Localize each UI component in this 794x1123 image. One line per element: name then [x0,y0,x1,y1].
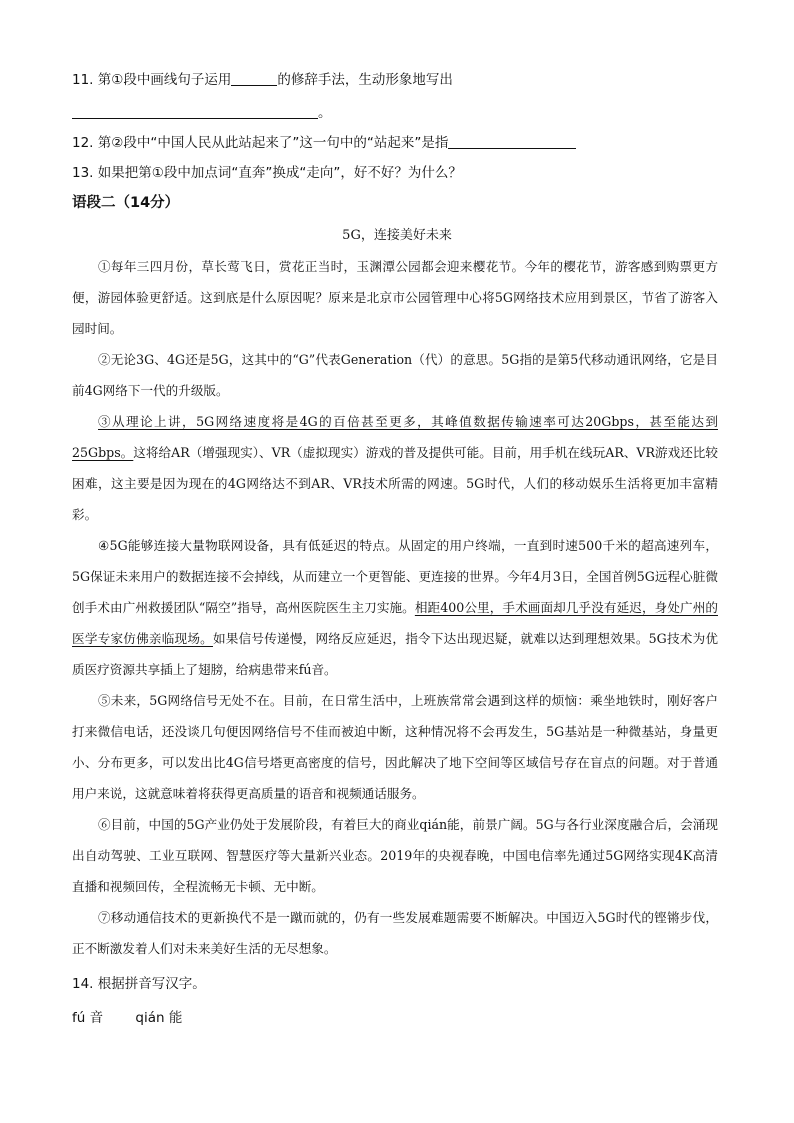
underlined-sentence: ③从理论上讲，5G网络速度将是4G的百倍甚至更多，其峰值数据传输速率可达20Gbps，甚至能达到25Gbps。 [72,414,718,460]
paragraph-6: ⑥目前，中国的5G产业仍处于发展阶段，有着巨大的商业qián能，前景广阔。5G与各行业深度融合后，会涌现出自动驾驶、工业互联网、智慧医疗等大量新兴业态。2019年的央视春晚，中国电信率先通过5G网络实现4K高清直播和视频回传，全程流畅无卡顿、无中断。 [72,817,718,894]
section-heading: 语段二（14分） [72,195,180,211]
question-11: 11. 第①段中画线句子运用 的修辞手法，生动形象地写出 [72,72,453,88]
pinyin-item[interactable]: fú 音 [72,1010,104,1026]
underlined-sentence: 相距400公里，手术画面却几乎没有延迟，身处广州的医学专家仿佛亲临现场。 [72,600,718,646]
pinyin-answers [72,1006,182,1026]
question-13: 13. 如果把第①段中加点词“直奔”换成“走向”，好不好？为什么？ [72,165,462,181]
answer-blank[interactable] [72,104,318,119]
question-14: 14. 根据拼音写汉字。 [72,976,206,992]
answer-blank[interactable] [231,71,277,86]
paragraph-5: ⑤未来，5G网络信号无处不在。目前，在日常生活中，上班族常常会遇到这样的烦恼：乘坐地铁时，刚好客户打来微信电话，还没谈几句便因网络信号不佳而被迫中断，这种情况将不会再发生，5G基站是一种微基站，身量更小、分布更多，可以发出比4G信号塔更高密度的信号，因此解决了地下空间等区域信号存在盲点的问题。对于普通用户来说，这就意味着将获得更高质量的语音和视频通话服务。 [72,693,718,801]
pinyin-item[interactable]: qián 能 [135,1010,183,1026]
answer-blank[interactable] [448,134,576,149]
article-title: 5G，连接美好未来 [342,228,452,243]
paragraph-4: ④5G能够连接大量物联网设备，具有低延迟的特点。从固定的用户终端，一直到时速500千米的超高速列车，5G保证未来用户的数据连接不会掉线，从而建立一个更智能、更连接的世界。今年4月3日，全国首例5G远程心脏微创手术由广州救援团队“隔空”指导，高州医院医生主刀实施。相距400公里，手术画面却几乎没有延迟，身处广州的医学专家仿佛亲临现场。如果信号传递慢，网络反应延迟，指令下达出现迟疑，就难以达到理想效果。5G技术为优质医疗资源共享插上了翅膀，给病患带来fú音。 [72,538,719,677]
paragraph-2: ②无论3G、4G还是5G，这其中的“G”代表Generation（代）的意思。5G指的是第5代移动通讯网络，它是目前4G网络下一代的升级版。 [72,352,718,398]
paragraph-3: ③从理论上讲，5G网络速度将是4G的百倍甚至更多，其峰值数据传输速率可达20Gbps，甚至能达到25Gbps。这将给AR（增强现实）、VR（虚拟现实）游戏的普及提供可能。目前，用手机在线玩AR、VR游戏还比较困难，这主要是因为现在的4G网络达不到AR、VR技术所需的网速。5G时代，人们的移动娱乐生活将更加丰富精彩。 [72,414,719,522]
question-11-blank-line: 。 [72,101,332,121]
paragraph-7: ⑦移动通信技术的更新换代不是一蹴而就的，仍有一些发展难题需要不断解决。中国迈入5G时代的铿锵步伐，正不断激发着人们对未来美好生活的无尽想象。 [72,910,718,956]
paragraph-1: ①每年三四月份，草长莺飞日，赏花正当时，玉渊潭公园都会迎来樱花节。今年的樱花节，游客感到购票更方便，游园体验更舒适。这到底是什么原因呢？原来是北京市公园管理中心将5G网络技术应用到景区，节省了游客入园时间。 [72,259,718,336]
question-12: 12. 第②段中“中国人民从此站起来了”这一句中的“站起来”是指 [72,131,576,151]
